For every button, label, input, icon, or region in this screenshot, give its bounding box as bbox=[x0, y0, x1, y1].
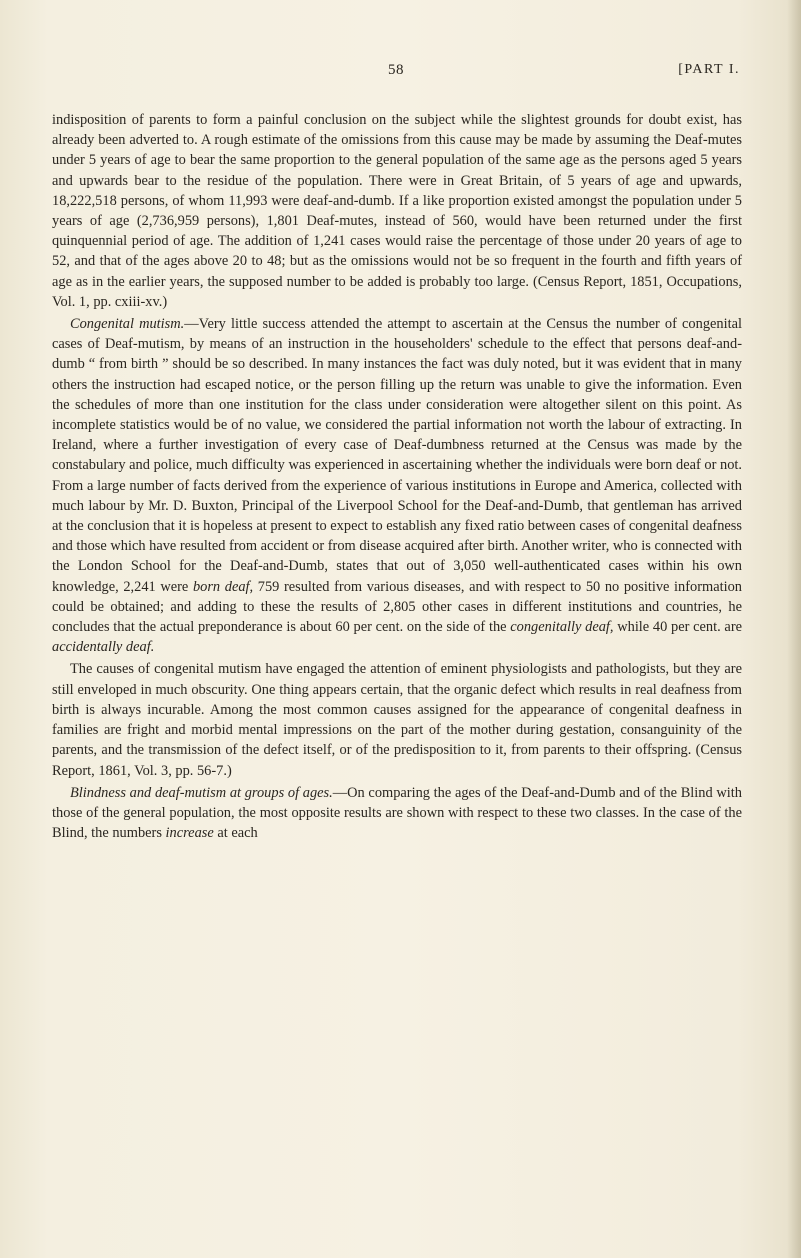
paragraph-causes bbox=[52, 659, 742, 780]
paragraph-text: indisposition of parents to form a painful conclusion on the subject while the slightest grounds for doubt exist, has already been adverted to. A rough estimate of the omissions from this cause may be made by assuming the Deaf-mutes under 5 years of age to bear the same proportion to the general population of the same age as the persons aged 5 years and upwards bear to the residue of the population. There were in Great Britain, of 5 years of age and upwards, 18,222,518 persons, of whom 11,993 were deaf-and-dumb. If a like proportion existed amongst the population under 5 years of age (2,736,959 persons), 1,801 Deaf-mutes, instead of 560, would have been returned under the first quinquennial period of age. The addition of 1,241 cases would raise the percentage of those under 20 years of age to 52, and that of the ages above 20 to 48; but as the omissions would not be so frequent in the fourth and fifth years of age as in the earlier years, the supposed number to be added is probably too large. (Census Report, 1851, Occupations, Vol. 1, pp. cxiii-xv.) bbox=[52, 112, 742, 310]
paragraph-text: 759 resulted from various diseases, and with respect to 50 no positive information could be obtained; and adding to these the results of 2,805 other cases in different institutions and countries, he concludes that the actual preponderance is about 60 per cent. on the side of the bbox=[52, 578, 742, 636]
emphasis-increase: increase bbox=[165, 825, 214, 842]
body-text bbox=[52, 110, 742, 845]
paragraph-text: —Very little success attended the attempt to ascertain at the Census the number of congenital cases of Deaf-mutism, by means of an instruction in the householders' schedule to the effect that persons deaf-and-dumb “ from birth ” should be so described. In many instances the fact was duly noted, but it was evident that in many others the instruction had escaped notice, or the person filling up the return was unable to give the information. Even the schedules of more than one institution for the class under consideration were altogether silent on this point. As incomplete statistics would be of no value, we considered the partial information not worth the labour of extracting. In Ireland, where a further investigation of every case of Deaf-dumbness returned at the Census was made by the constabulary and police, much difficulty was experienced in ascertaining whether the individuals were born deaf or not. From a large number of facts derived from the experience of various institutions in Europe and America, collected with much labour by Mr. D. Buxton, Principal of the Liverpool School for the Deaf-and-Dumb, that gentleman has arrived at the conclusion that it is hopeless at present to expect to establish any fixed ratio between cases of congenital deafness and those which have resulted from accident or from disease acquired after birth. Another writer, who is connected with the London School for the Deaf-and-Dumb, states that out of 3,050 well-authenticated cases within his own knowledge, 2,241 were bbox=[52, 316, 742, 595]
emphasis-born-deaf: born deaf, bbox=[192, 578, 254, 595]
page-edge-shadow bbox=[787, 0, 801, 1258]
paragraph-text: while 40 per cent. are bbox=[613, 619, 742, 636]
running-header bbox=[52, 62, 740, 84]
emphasis-accidentally-deaf: accidentally deaf. bbox=[52, 639, 155, 656]
paragraph-text: at each bbox=[213, 825, 258, 842]
paragraph-1 bbox=[52, 110, 742, 312]
emphasis-congenitally-deaf: congenitally deaf, bbox=[510, 619, 614, 636]
section-lead-congenital-mutism: Congenital mutism. bbox=[70, 316, 185, 333]
section-lead-blindness: Blindness and deaf-mutism at groups of ages. bbox=[70, 784, 333, 801]
paragraph-congenital-mutism bbox=[52, 314, 742, 657]
paragraph-text: The causes of congenital mutism have engaged the attention of eminent physiologists and pathologists, but they are still enveloped in much obscurity. One thing appears certain, that the organic defect which results in real deafness from birth is always incurable. Among the most common causes assigned for the appearance of congenital deafness in families are fright and morbid mental impressions on the part of the mother during gestation, consanguinity of the parents, and the transmission of the defect itself, or of the predisposition to it, from parents to their offspring. (Census Report, 1861, Vol. 3, pp. 56-7.) bbox=[52, 661, 742, 779]
paragraph-text: —On comparing the ages of the Deaf-and-Dumb and of the Blind with those of the general population, the most opposite results are shown with respect to these two classes. In the case of the Blind, the numbers bbox=[52, 784, 742, 842]
page-number: 58 bbox=[388, 62, 404, 78]
part-label: [PART I. bbox=[678, 62, 740, 77]
paragraph-blindness-ages bbox=[52, 783, 742, 844]
